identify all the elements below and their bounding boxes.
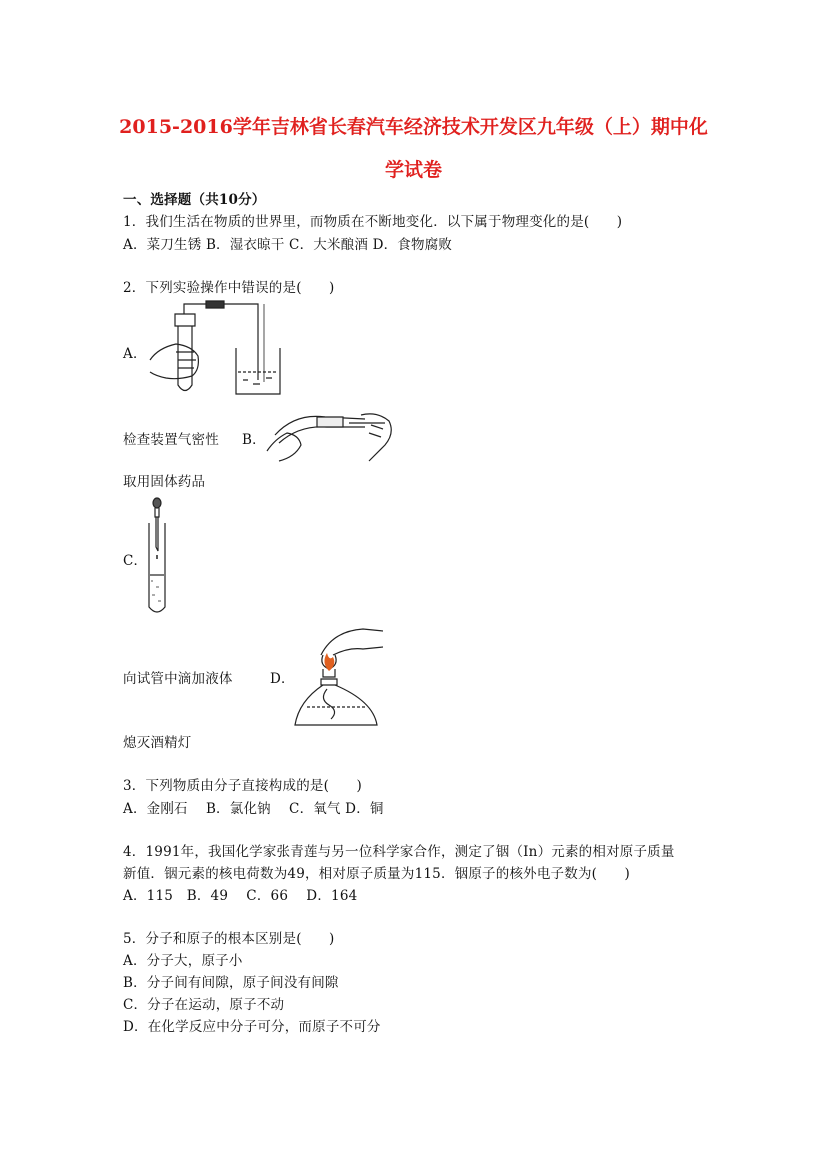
question-2-option-a-caption: 检查装置气密性 [123,432,219,448]
question-2-option-b-caption: 取用固体药品 [123,474,206,490]
document-title-continued: 学试卷 [384,159,442,181]
solid-reagent-figure [265,405,397,463]
question-5-option-c: C．分子在运动，原子不动 [123,997,285,1013]
airtightness-check-figure [148,300,283,400]
question-4-stem-line-2: 新值．铟元素的核电荷数为49，相对原子质量为115．铟原子的核外电子数为( ) [123,866,630,882]
question-2-option-a-label: A． [123,346,147,362]
question-2-stem: 2．下列实验操作中错误的是( ) [123,280,335,296]
question-2-option-b-label: B． [242,432,266,448]
question-2-option-c-label: C． [123,553,148,569]
question-4-options: A．115 B．49 C．66 D．164 [123,888,358,904]
question-5-option-b: B．分子间有间隙，原子间没有间隙 [123,975,339,991]
question-5-stem: 5．分子和原子的根本区别是( ) [123,931,335,947]
alcohol-lamp-figure [293,625,385,729]
section-heading: 一、选择题（共10分） [123,192,266,208]
question-2-option-c-caption: 向试管中滴加液体 [123,671,233,687]
question-1-stem: 1．我们生活在物质的世界里，而物质在不断地变化．以下属于物理变化的是( ) [123,214,623,230]
question-3-options: A．金刚石 B．氯化钠 C．氧气 D．铜 [123,801,384,817]
question-4-stem-line-1: 4．1991年，我国化学家张青莲与另一位科学家合作，测定了铟（In）元素的相对原子质量 [123,844,675,860]
question-5-option-d: D．在化学反应中分子可分，而原子不可分 [123,1019,381,1035]
question-3-stem: 3．下列物质由分子直接构成的是( ) [123,778,362,794]
question-2-option-d-caption: 熄灭酒精灯 [123,735,192,751]
question-1-options: A．菜刀生锈 B．湿衣晾干 C．大米酿酒 D．食物腐败 [123,237,453,253]
document-title: 2015-2016学年吉林省长春汽车经济技术开发区九年级（上）期中化 [119,116,708,138]
dropper-test-tube-figure [142,495,172,617]
question-2-option-d-label: D． [270,671,295,687]
question-5-option-a: A．分子大，原子小 [123,953,243,969]
